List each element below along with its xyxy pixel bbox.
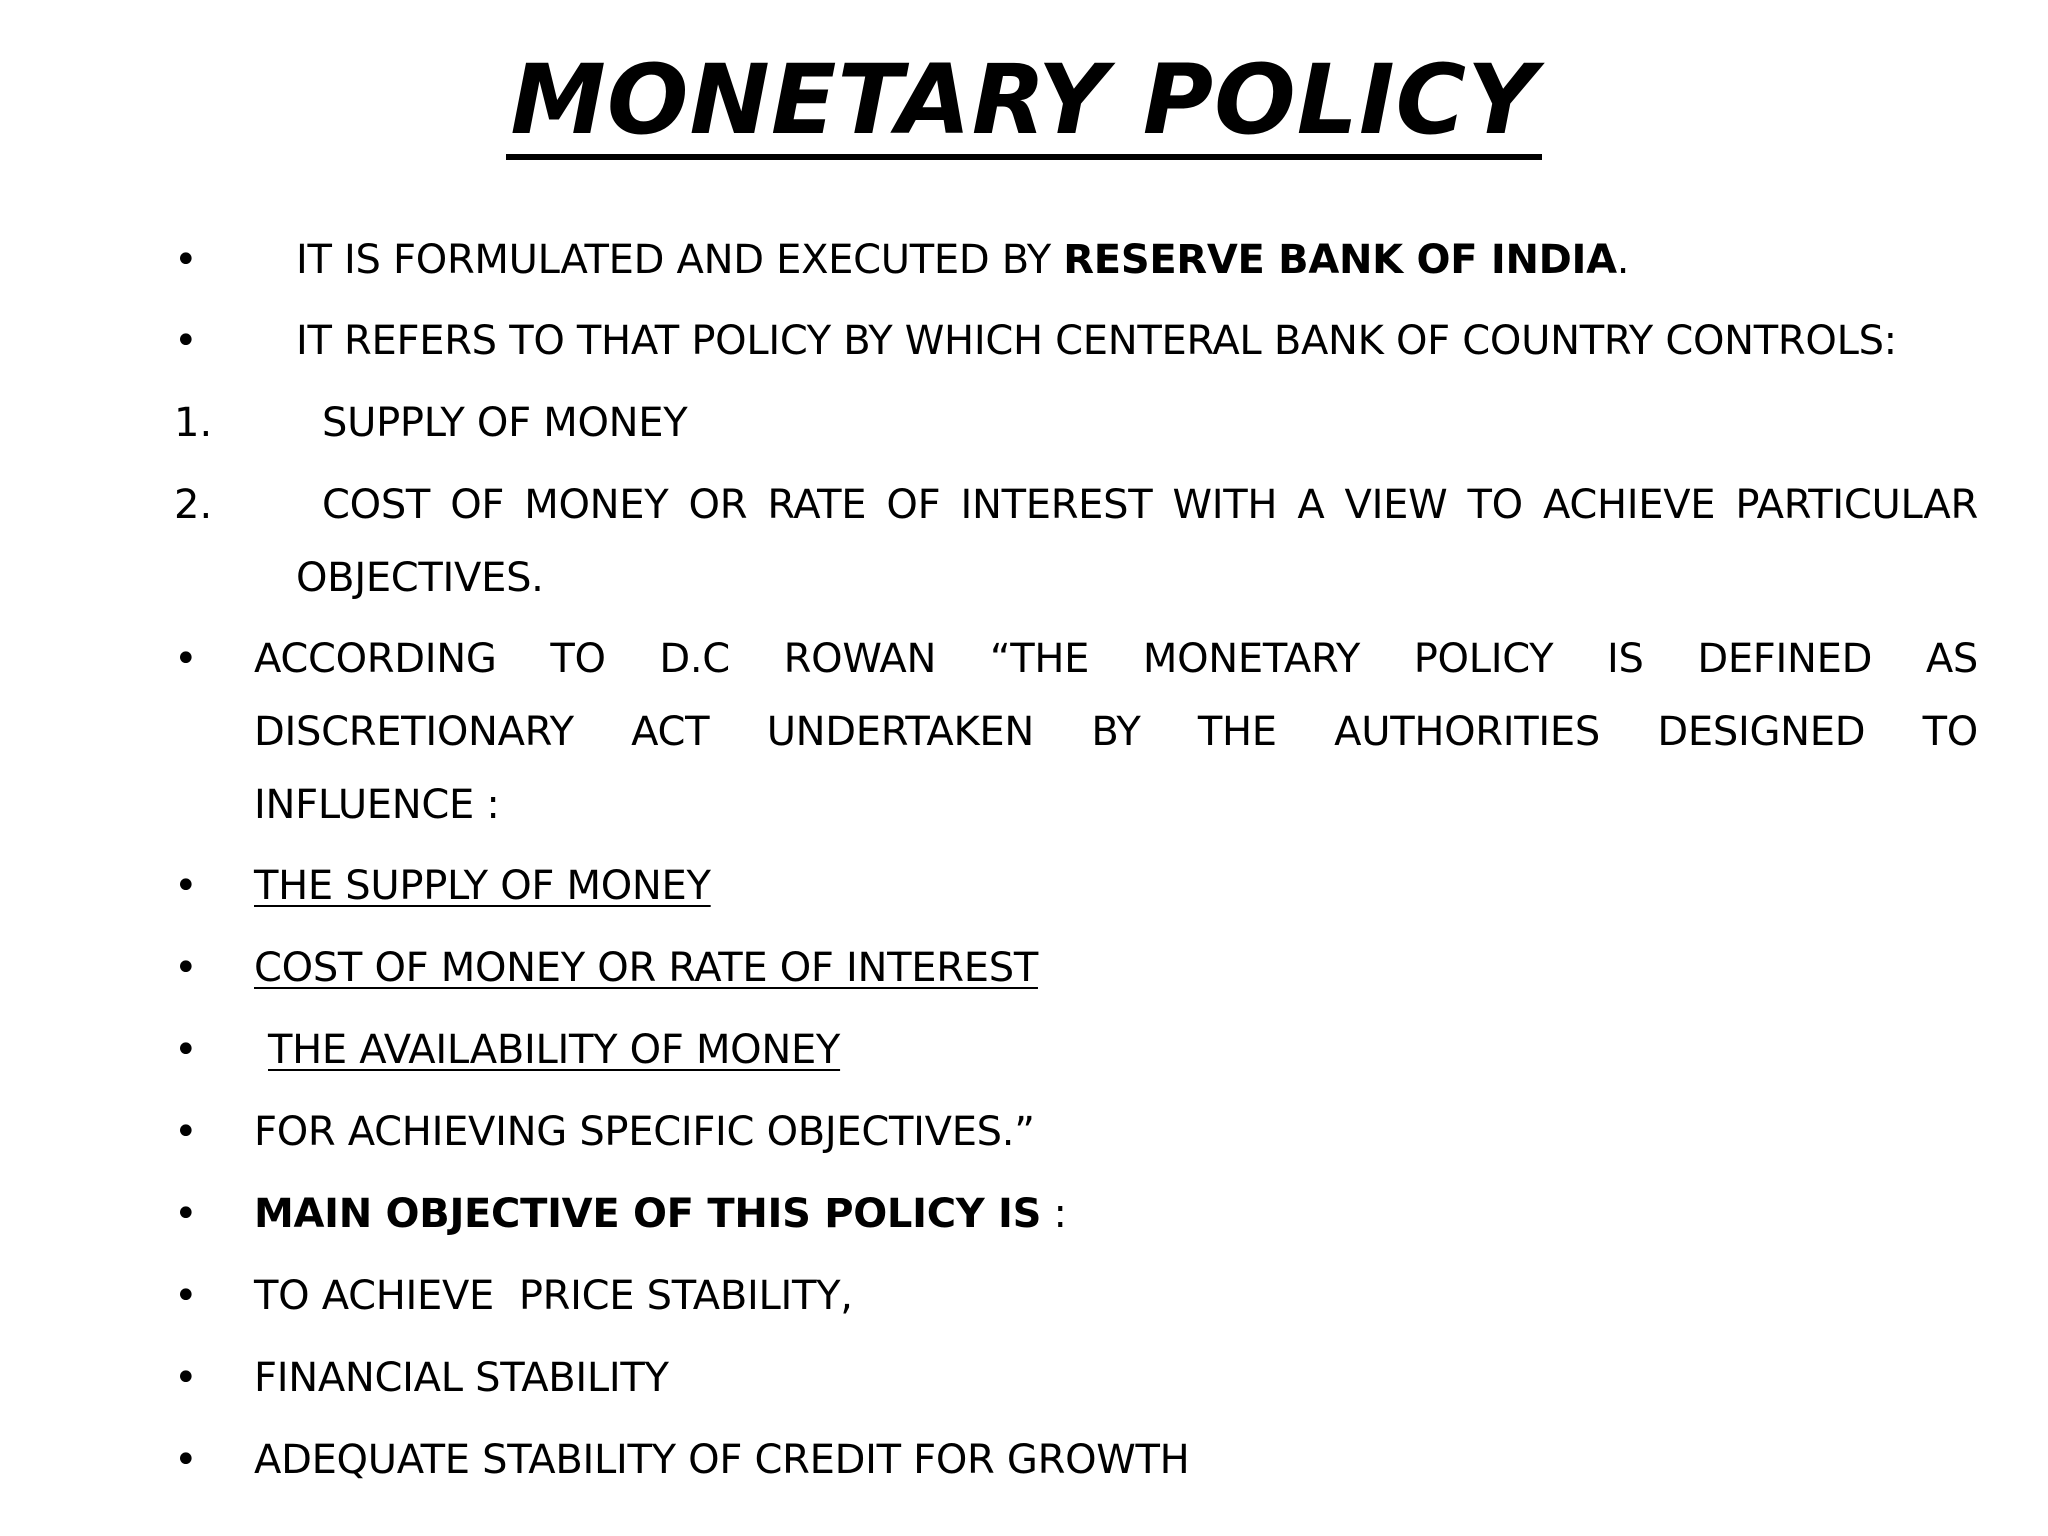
bullet: • [174, 945, 198, 991]
page-title [0, 44, 2048, 160]
bullet: • [174, 1437, 198, 1483]
influence-item: THE AVAILABILITY OF MONEY [268, 1027, 841, 1073]
main-objective-heading: MAIN OBJECTIVE OF THIS POLICY IS : [254, 1191, 1067, 1237]
rowan-line-2: DISCRETIONARY ACT UNDERTAKEN BY THE AUTHORITIES DESIGNED TO [254, 709, 1978, 755]
title-text: MONETARY POLICY [506, 52, 1541, 160]
numbered-item: COST OF MONEY OR RATE OF INTEREST WITH A VIEW TO ACHIEVE PARTICULAR [322, 482, 1978, 528]
list-item: IT IS FORMULATED AND EXECUTED BY RESERVE BANK OF INDIA. [296, 237, 1630, 283]
rbi-bold-text: RESERVE BANK OF INDIA [1063, 237, 1617, 283]
numbered-item-continuation: OBJECTIVES. [296, 555, 544, 601]
influence-item: COST OF MONEY OR RATE OF INTEREST [254, 945, 1038, 991]
bullet: • [174, 1191, 198, 1237]
bullet: • [174, 237, 198, 283]
closing-quote: FOR ACHIEVING SPECIFIC OBJECTIVES.” [254, 1109, 1035, 1155]
number-marker: 2. [174, 482, 213, 528]
objective-item: ADEQUATE STABILITY OF CREDIT FOR GROWTH [254, 1437, 1190, 1483]
bullet: • [174, 1109, 198, 1155]
number-marker: 1. [174, 400, 213, 446]
bullet: • [174, 1273, 198, 1319]
rowan-line-3: INFLUENCE : [254, 782, 500, 828]
bullet: • [174, 863, 198, 909]
bullet: • [174, 318, 198, 364]
numbered-item: SUPPLY OF MONEY [322, 400, 688, 446]
objective-item: TO ACHIEVE PRICE STABILITY, [254, 1273, 853, 1319]
bullet: • [174, 1355, 198, 1401]
main-objective-bold: MAIN OBJECTIVE OF THIS POLICY IS [254, 1191, 1042, 1237]
bullet: • [174, 1027, 198, 1073]
influence-item: THE SUPPLY OF MONEY [254, 863, 711, 909]
list-item: IT REFERS TO THAT POLICY BY WHICH CENTERAL BANK OF COUNTRY CONTROLS: [296, 318, 1897, 364]
bullet: • [174, 636, 198, 682]
objective-item: FINANCIAL STABILITY [254, 1355, 669, 1401]
rowan-line-1: ACCORDING TO D.C ROWAN “THE MONETARY POLICY IS DEFINED AS [254, 636, 1978, 682]
